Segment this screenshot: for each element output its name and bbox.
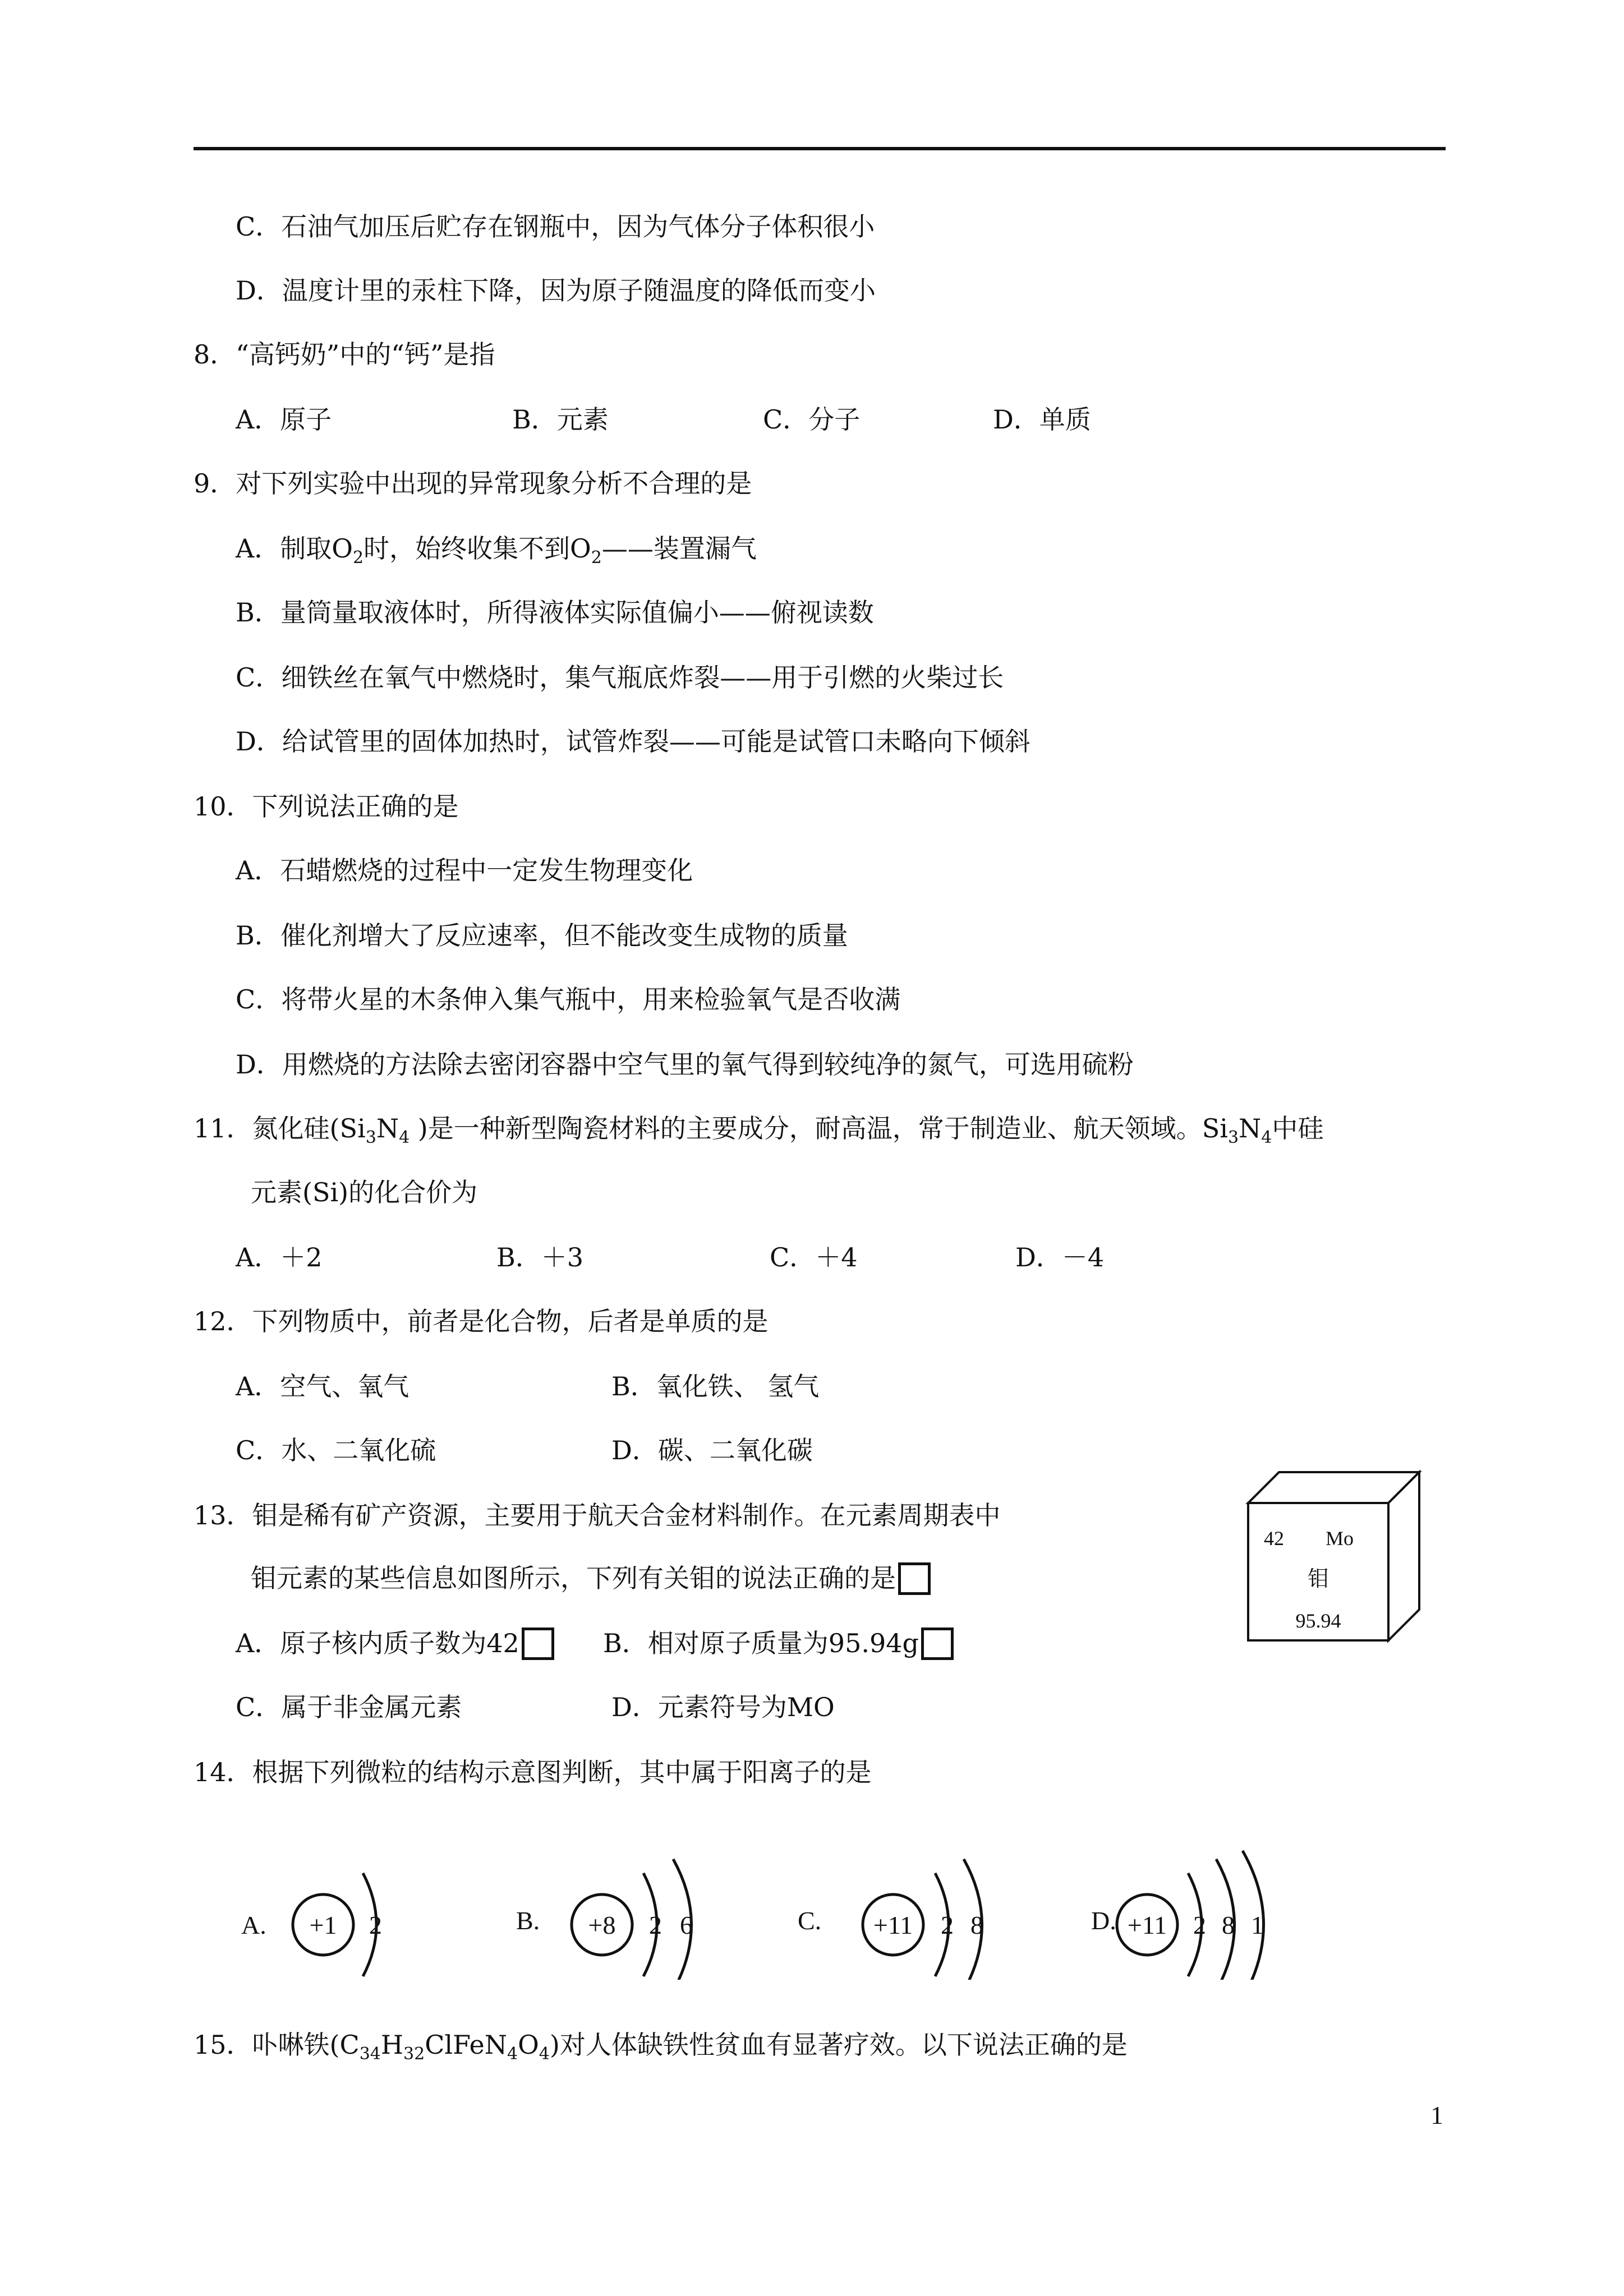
q9-option-d: D．给试管里的固体加热时，试管炸裂——可能是试管口未略向下倾斜 (236, 726, 1030, 757)
atom-diagrams (224, 1811, 1374, 1980)
q7-option-d: D．温度计里的汞柱下降，因为原子随温度的降低而变小 (236, 275, 876, 306)
card-mass: 95.94 (1295, 1610, 1341, 1632)
diagram-d-shell-1: 2 (1193, 1911, 1206, 1939)
diagram-a-nucleus: +1 (309, 1911, 337, 1939)
q12-option-c: C．水、二氧化硫 (236, 1435, 436, 1465)
diagram-c-shell-1: 2 (941, 1911, 954, 1939)
q9-option-b: B．量筒量取液体时，所得液体实际值偏小——俯视读数 (236, 597, 874, 628)
diagram-d-label: D. (1091, 1906, 1116, 1935)
diagram-b-shell-1: 2 (649, 1911, 662, 1939)
q15-stem: 15．卟啉铁$(C_{34}H_{32}ClFeN_4O_4)$对人体缺铁性贫血有显著疗效。以下说法正确的是 (194, 2030, 1128, 2064)
q12-option-a: A．空气、氧气 (236, 1371, 410, 1401)
q8-option-c: C．分子 (763, 404, 861, 435)
card-symbol: Mo (1326, 1527, 1354, 1550)
q10-stem: 10．下列说法正确的是 (194, 791, 459, 822)
q9-option-a: A．制取$O_2$时，始终收集不到$O_2——$装置漏气 (236, 533, 757, 568)
answer-box (898, 1562, 931, 1595)
q10-option-a: A．石蜡燃烧的过程中一定发生物理变化 (236, 855, 693, 886)
q13-option-c: C．属于非金属元素 (236, 1692, 462, 1722)
diagram-d-shell-3: 1 (1251, 1911, 1264, 1939)
diagram-b-nucleus: +8 (588, 1911, 616, 1939)
diagram-c-label: C. (798, 1906, 822, 1935)
page-number: 1 (1430, 2101, 1443, 2129)
q11-option-c: C．＋4 (770, 1242, 858, 1273)
q13-stem-line2: 钼元素的某些信息如图所示，下列有关钼的说法正确的是 (251, 1560, 931, 1596)
q14-stem: 14．根据下列微粒的结构示意图判断，其中属于阳离子的是 (194, 1757, 872, 1787)
card-name: 钼 (1307, 1566, 1329, 1591)
option-a-box (522, 1628, 554, 1660)
q7-option-c: C．石油气加压后贮存在钢瓶中，因为气体分子体积很小 (236, 211, 875, 242)
diagram-a-label: A. (241, 1911, 266, 1939)
q12-option-b: B．氧化铁、 氢气 (611, 1371, 820, 1401)
q8-option-a: A．原子 (236, 404, 332, 435)
q8-stem: 8．“高钙奶”中的“钙”是指 (194, 339, 495, 370)
diagram-b-shell-2: 6 (680, 1911, 693, 1939)
q10-option-d: D．用燃烧的方法除去密闭容器中空气里的氧气得到较纯净的氮气，可选用硫粉 (236, 1049, 1134, 1080)
diagram-c-shell-2: 8 (970, 1911, 983, 1939)
q11-stem-line2: 元素(Si)的化合价为 (251, 1177, 478, 1207)
q8-option-d: D．单质 (993, 404, 1091, 435)
q8-option-b: B．元素 (512, 404, 609, 435)
q13-option-a: A．原子核内质子数为42 (236, 1625, 554, 1661)
option-b-box (921, 1628, 954, 1660)
q11-option-b: B．＋3 (496, 1242, 584, 1273)
q11-option-a: A．＋2 (236, 1242, 323, 1273)
diagram-d-nucleus: +11 (1127, 1911, 1167, 1939)
q11-stem: 11．氮化硅($Si_3N_4$ )是一种新型陶瓷材料的主要成分，耐高温，常于制造业、航天领域。$Si_3N_4$中硅 (194, 1113, 1324, 1148)
q9-option-c: C．细铁丝在氧气中燃烧时，集气瓶底炸裂——用于引燃的火柴过长 (236, 662, 1004, 693)
element-card-mo (1237, 1464, 1439, 1649)
card-atomic-number: 42 (1264, 1527, 1284, 1550)
diagram-c-nucleus: +11 (873, 1911, 913, 1939)
header-rule (194, 147, 1446, 150)
q10-option-b: B．催化剂增大了反应速率，但不能改变生成物的质量 (236, 920, 848, 951)
q9-stem: 9．对下列实验中出现的异常现象分析不合理的是 (194, 468, 752, 499)
q12-stem: 12．下列物质中，前者是化合物，后者是单质的是 (194, 1306, 769, 1336)
diagram-d-shell-2: 8 (1222, 1911, 1235, 1939)
q13-stem: 13．钼是稀有矿产资源，主要用于航天合金材料制作。在元素周期表中 (194, 1500, 1001, 1530)
q12-option-d: D．碳、二氧化碳 (611, 1435, 813, 1465)
diagram-a-shell-1: 2 (369, 1911, 382, 1939)
diagram-b-label: B. (516, 1906, 540, 1935)
q13-option-d: D．元素符号为MO (611, 1692, 835, 1722)
q11-option-d: D．－4 (1015, 1242, 1105, 1273)
q13-option-b: B．相对原子质量为95.94g (603, 1625, 954, 1661)
q10-option-c: C．将带火星的木条伸入集气瓶中，用来检验氧气是否收满 (236, 984, 901, 1015)
